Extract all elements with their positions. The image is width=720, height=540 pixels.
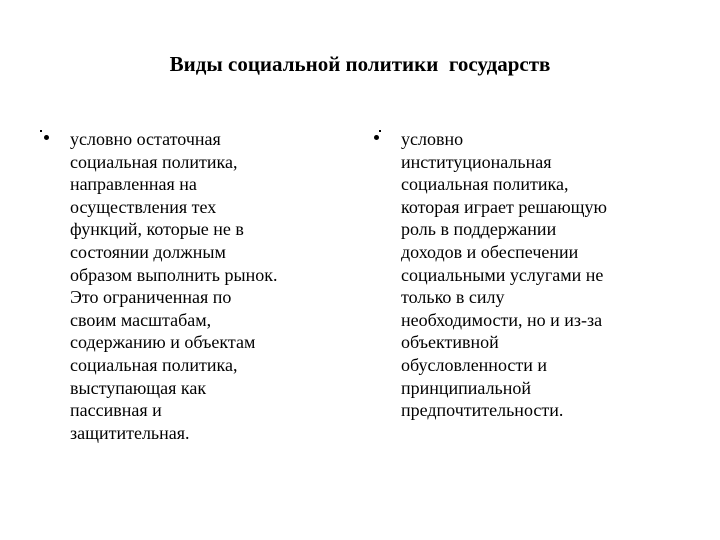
left-item-line: направленная на — [70, 174, 197, 195]
left-item-line: социальная политика, — [70, 151, 238, 172]
left-item-line: защитительная. — [70, 422, 190, 443]
left-item-line: функций, которые не в — [70, 219, 244, 240]
left-item-line: выступающая как — [70, 377, 207, 398]
left-item-line: социальная политика, — [70, 354, 238, 375]
right-item-line: необходимости, но и из-за — [401, 309, 603, 330]
right-item-line: предпочтительности. — [401, 400, 564, 421]
right-item-line: роль в поддержании — [401, 219, 557, 240]
right-item-line: принципиальной — [401, 377, 532, 398]
left-item-line: содержанию и объектам — [70, 332, 256, 353]
right-item-line: институциональная — [401, 151, 552, 172]
bullet-icon — [40, 128, 49, 144]
left-item-line: состоянии должным — [70, 241, 226, 262]
left-item-text — [70, 128, 277, 444]
left-item-line: условно остаточная — [70, 129, 221, 149]
left-item-line: образом выполнить рынок. — [70, 264, 278, 285]
bullet-icon — [372, 128, 381, 144]
right-item-line: доходов и обеспечении — [401, 241, 579, 262]
left-item-line: Это ограниченная по — [70, 287, 232, 308]
right-item-line: только в силу — [401, 287, 505, 308]
right-item-text — [401, 128, 607, 422]
right-item-line: обусловленности и — [401, 354, 548, 375]
right-item-line: которая играет решающую — [401, 196, 607, 217]
left-item-line: пассивная и — [70, 400, 162, 421]
slide-title: Виды социальной политики государств — [169, 52, 551, 76]
left-item-line: своим масштабам, — [70, 309, 212, 330]
right-item-line: условно — [401, 129, 464, 149]
right-item-line: объективной — [401, 332, 499, 353]
left-item-line: осуществления тех — [70, 196, 217, 217]
right-item-line: социальная политика, — [401, 174, 569, 195]
right-item-line: социальными услугами не — [401, 264, 604, 285]
